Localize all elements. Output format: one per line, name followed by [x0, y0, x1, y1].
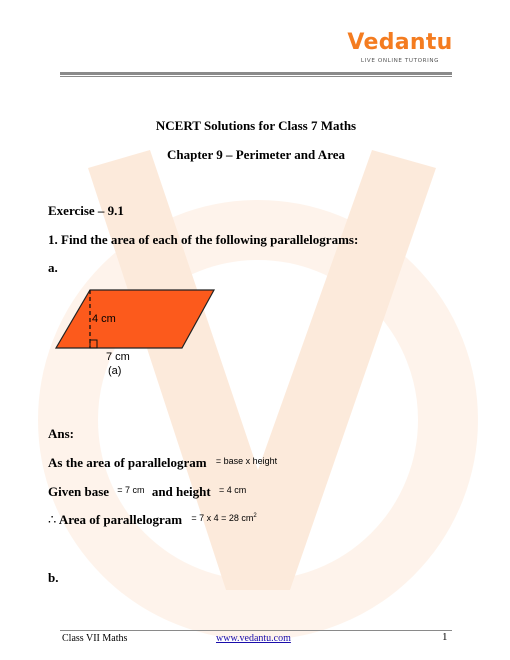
header-rule-thin [60, 76, 452, 77]
therefore-symbol: ∴ [48, 512, 57, 527]
answer-line-1 [48, 455, 277, 471]
line2-text-a: Given base [48, 484, 110, 499]
line3-text: Area of parallelogram [58, 512, 183, 527]
page-number: 1 [442, 631, 448, 643]
line3-superscript: 2 [253, 513, 257, 519]
answer-label: Ans: [48, 426, 75, 441]
footer-website-link[interactable]: www.vedantu.com [216, 633, 291, 644]
parallelogram-shape [56, 290, 214, 348]
parallelogram-figure [50, 284, 220, 380]
question-text: 1. Find the area of each of the following parallelograms: [48, 232, 359, 247]
line3-formula-text: = 7 x 4 = 28 cm [191, 513, 254, 523]
line1-text: As the area of parallelogram [48, 455, 207, 470]
vedantu-logo [344, 30, 456, 70]
logo-wordmark: Vedantu [347, 30, 453, 55]
footer-course: Class VII Maths [62, 633, 128, 644]
document-title: NCERT Solutions for Class 7 Maths [155, 118, 357, 133]
line1-formula: = base x height [215, 456, 278, 466]
footer-rule [60, 630, 452, 631]
answer-line-3 [48, 512, 257, 528]
header-rule [60, 72, 452, 75]
exercise-heading: Exercise – 9.1 [48, 203, 124, 218]
part-a-label: a. [48, 260, 58, 275]
line2-value-a: = 7 cm [117, 485, 145, 495]
height-label: 4 cm [92, 313, 116, 325]
line2-text-b: and height [151, 484, 211, 499]
figure-caption: (a) [108, 365, 122, 377]
answer-line-2 [48, 484, 246, 500]
line2-value-b: = 4 cm [218, 485, 247, 495]
logo-tagline: LIVE ONLINE TUTORING [360, 58, 440, 64]
chapter-title: Chapter 9 – Perimeter and Area [167, 147, 345, 162]
part-b-label: b. [48, 570, 59, 585]
base-label: 7 cm [106, 351, 130, 363]
line3-formula [191, 513, 256, 523]
